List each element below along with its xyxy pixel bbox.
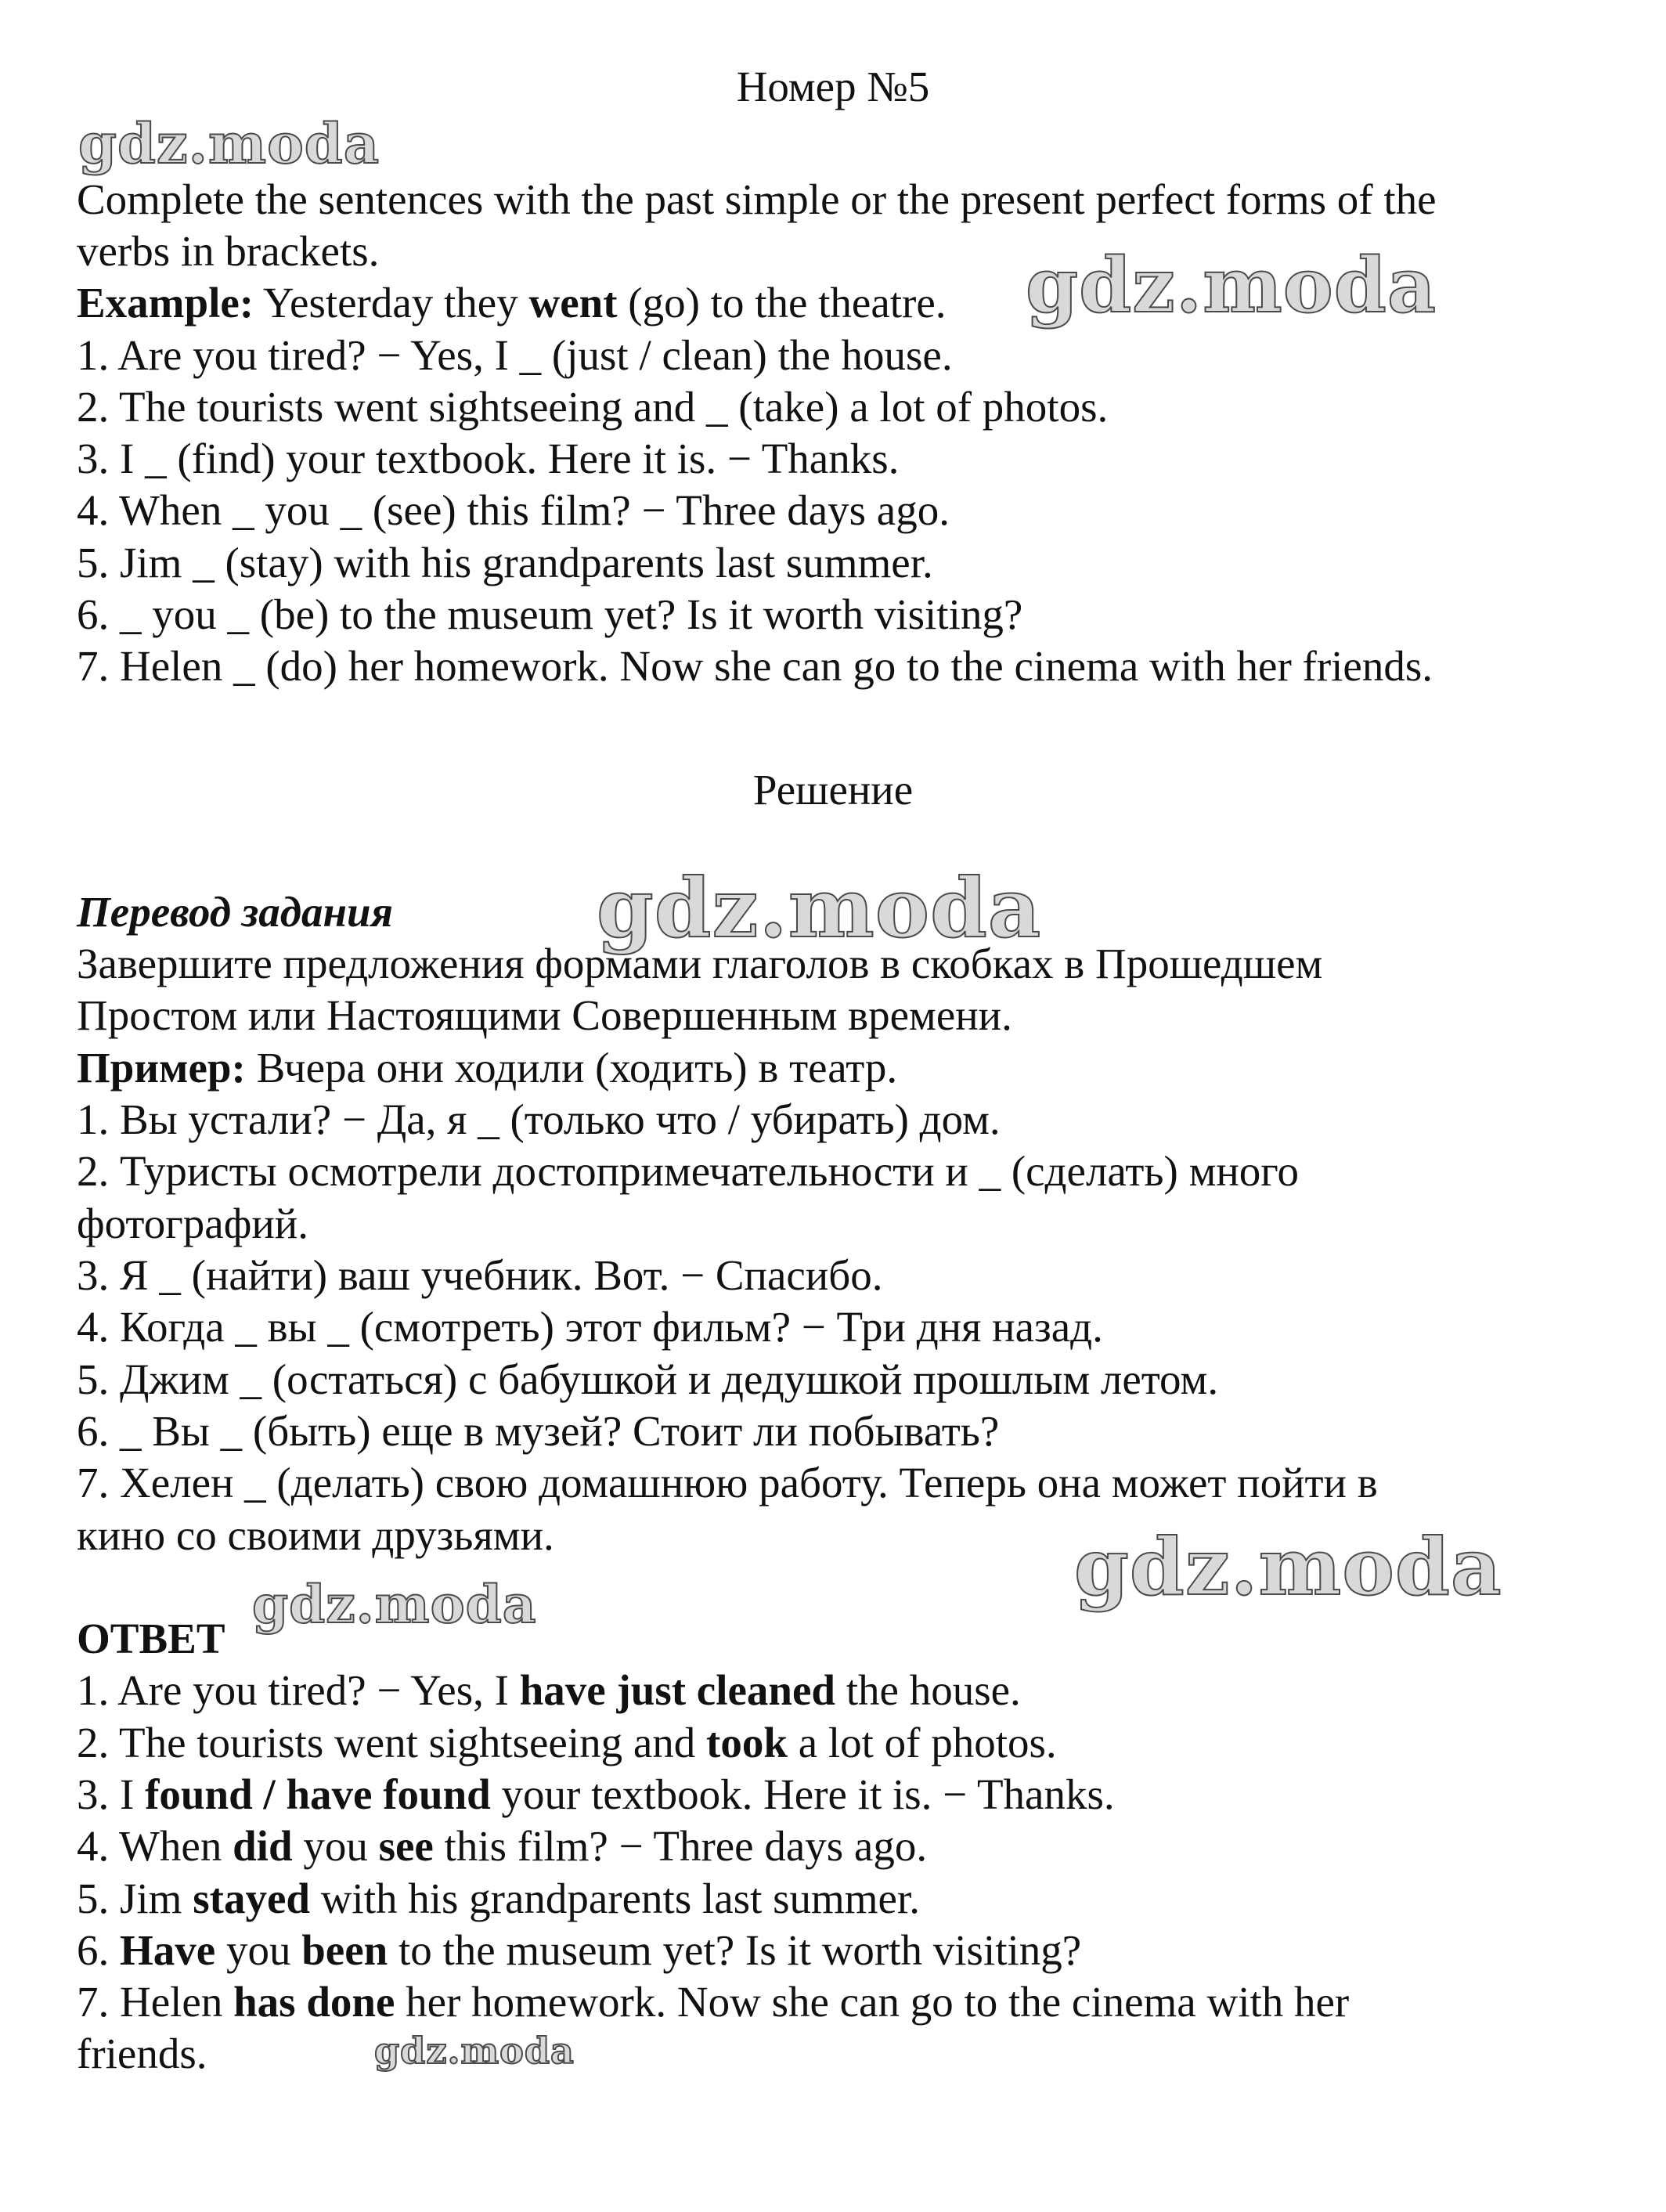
task-item: 2. The tourists went sightseeing and _ (take) a lot of photos. [77, 383, 1109, 431]
answer-item [77, 1717, 1611, 1769]
watermark-logo: gdz.moda [78, 111, 380, 176]
answer-text: a lot of photos. [798, 1719, 1057, 1766]
answer-text: friends. [77, 2030, 207, 2077]
watermark-logo: gdz.moda [1074, 1521, 1502, 1613]
answer-item [77, 1925, 1611, 1976]
answer-text: with his grandparents last summer. [320, 1875, 921, 1922]
answer-text: you [225, 1926, 291, 1974]
answer-item [77, 1769, 1611, 1820]
translation-item: 2. Туристы осмотрели достопримечательности и _ (сделать) много [77, 1147, 1300, 1195]
task-item: 3. I _ (find) your textbook. Here it is. − Thanks. [77, 435, 900, 482]
translation-item: кино со своими друзьями. [77, 1511, 554, 1559]
task-instruction: verbs in brackets. [77, 227, 380, 275]
answer-text: 5. Jim [77, 1875, 182, 1922]
page-title: Номер №5 [736, 63, 930, 110]
task-instruction: Complete the sentences with the past simple or the present perfect forms of the [77, 175, 1437, 223]
translation-example-label: Пример: [77, 1044, 246, 1092]
answer-text: 7. Helen [77, 1978, 223, 2026]
task-item: 6. _ you _ (be) to the museum yet? Is it worth visiting? [77, 590, 1023, 638]
translation-example-text: Вчера они ходили (ходить) в театр. [256, 1044, 898, 1092]
watermark-logo: gdz.moda [252, 1574, 537, 1635]
answer-item [77, 1820, 1611, 1872]
answer-text: 2. The tourists went sightseeing and [77, 1719, 696, 1766]
task-item: 1. Are you tired? − Yes, I _ (just / clean) the house. [77, 331, 953, 379]
translation-item: 1. Вы устали? − Да, я _ (только что / убирать) дом. [77, 1095, 1001, 1143]
example-label: Example: [77, 279, 254, 327]
answer-text: to the museum yet? Is it worth visiting? [398, 1926, 1082, 1974]
example-answer: went [528, 279, 618, 327]
task-item: 5. Jim _ (stay) with his grandparents last summer. [77, 539, 933, 586]
answer-item [77, 2028, 1611, 2080]
answer-verb: stayed [193, 1875, 310, 1922]
translation-instruction: Завершите предложения формами глаголов в скобках в Прошедшем [77, 940, 1323, 987]
answer-text: her homework. Now she can go to the cinema with her [406, 1978, 1350, 2026]
task-item: 7. Helen _ (do) her homework. Now she can go to the cinema with her friends. [77, 642, 1433, 690]
answer-text: the house. [846, 1666, 1021, 1714]
answer-text: you [303, 1822, 368, 1870]
translation-item: фотографий. [77, 1200, 308, 1247]
answer-verb: has done [233, 1978, 395, 2026]
answer-item [77, 1665, 1611, 1716]
answer-item [77, 1976, 1611, 2028]
solution-heading: Решение [752, 766, 914, 814]
answer-verb: have just cleaned [519, 1666, 836, 1714]
answer-heading: ОТВЕТ [77, 1615, 225, 1662]
answer-verb: Have [120, 1926, 216, 1974]
translation-item: 6. _ Вы _ (быть) еще в музей? Стоит ли побывать? [77, 1407, 1000, 1455]
task-example [77, 277, 1611, 329]
answer-item [77, 1873, 1611, 1925]
answer-verb: been [301, 1926, 388, 1974]
watermark-logo: gdz.moda [1026, 241, 1437, 330]
translation-example [77, 1042, 1611, 1094]
answer-text: 6. [77, 1926, 110, 1974]
translation-item: 3. Я _ (найти) ваш учебник. Вот. − Спасибо. [77, 1251, 883, 1299]
answer-text: your textbook. Here it is. − Thanks. [501, 1770, 1115, 1818]
translation-item: 5. Джим _ (остаться) с бабушкой и дедушкой прошлым летом. [77, 1355, 1219, 1403]
translation-heading: Перевод задания [77, 888, 393, 936]
translation-item: 4. Когда _ вы _ (смотреть) этот фильм? − Три дня назад. [77, 1303, 1103, 1351]
translation-item: 7. Хелен _ (делать) свою домашнюю работу. Теперь она может пойти в [77, 1459, 1378, 1507]
translation-instruction: Простом или Настоящими Совершенным времени. [77, 991, 1012, 1039]
task-item: 4. When _ you _ (see) this film? − Three days ago. [77, 486, 950, 534]
example-text: Yesterday they [262, 279, 518, 327]
answer-verb: found / have found [145, 1770, 491, 1818]
example-text: (go) to the theatre. [628, 279, 947, 327]
answer-verb: did [233, 1822, 293, 1870]
answer-text: 3. I [77, 1770, 135, 1818]
watermark-logo: gdz.moda [374, 2030, 575, 2072]
answer-text: 1. Are you tired? − Yes, I [77, 1666, 509, 1714]
answer-verb: see [378, 1822, 434, 1870]
answer-text: this film? − Three days ago. [444, 1822, 928, 1870]
watermark-logo: gdz.moda [597, 860, 1042, 956]
answer-text: 4. When [77, 1822, 222, 1870]
answer-verb: took [706, 1719, 788, 1766]
